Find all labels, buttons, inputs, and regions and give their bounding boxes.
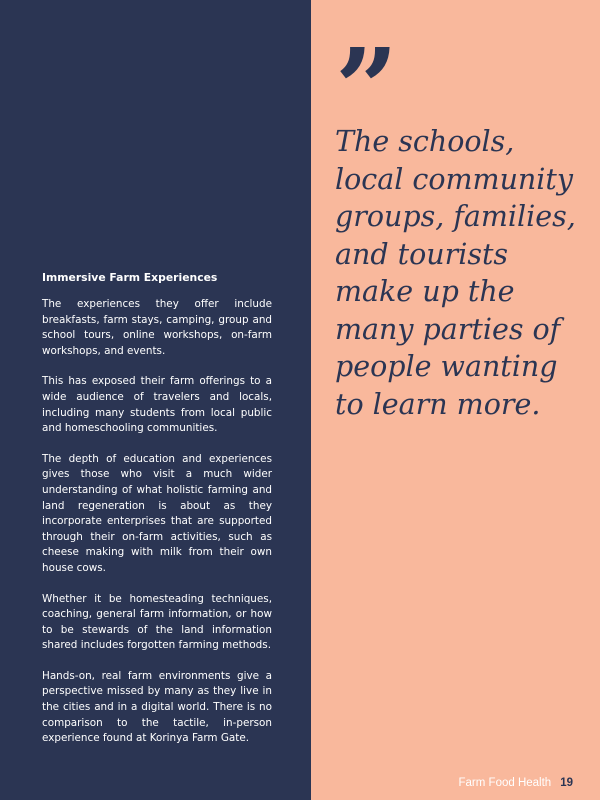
article-paragraph-4: Whether it be homesteading techniques, coaching, general farm information, or how to be stewards of the land information shared includes forgotten farming methods. [42,592,272,652]
publication-name: Farm Food Health [458,777,552,789]
quote-mark-icon: ” [335,24,389,153]
page-number: 19 [560,777,573,789]
article-body [42,270,272,762]
article-paragraph-3: The depth of education and experiences gives those who visit a much wider understanding of what holistic farming and land regeneration is about as they incorporate enterprises that are supported through their on-farm activities, such as cheese making with milk from their own house cows. [42,452,272,574]
article-heading: Immersive Farm Experiences [42,271,218,284]
article-paragraph-5: Hands-on, real farm environments give a perspective missed by many as they live in the cities and in a digital world. There is no comparison to the tactile, in-person experience found at Korinya Farm Gate. [42,669,272,745]
article-paragraph-2: This has exposed their farm offerings to a wide audience of travelers and locals, including many students from local public and homeschooling communities. [42,375,272,435]
pull-quote: The schools, local community groups, families, and tourists make up the many parties of people wanting to learn more. [335,125,576,421]
article-paragraph-1: The experiences they offer include breakfasts, farm stays, camping, group and school tours, online workshops, on-farm workshops, and events. [42,298,272,357]
page-footer [459,776,573,790]
